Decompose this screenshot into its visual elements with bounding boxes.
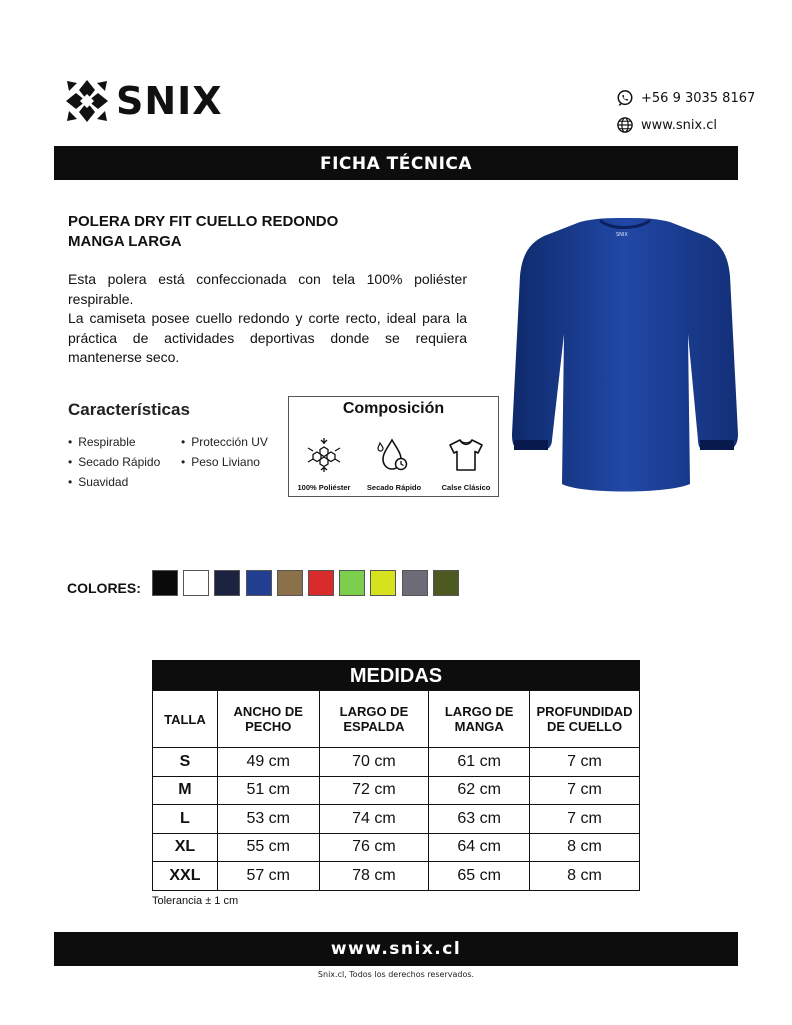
table-cell: 57 cm [217, 862, 319, 891]
whatsapp-icon [616, 89, 634, 107]
polyester-icon [304, 435, 344, 475]
color-swatch[interactable] [370, 570, 396, 596]
table-cell: 74 cm [319, 805, 429, 834]
brand-name: SNIX [116, 79, 223, 123]
product-title [68, 212, 338, 252]
color-swatch[interactable] [277, 570, 303, 596]
header-profundidad-cuello: PROFUNDIDAD DE CUELLO [530, 691, 640, 748]
shirt-brand-label: SNIX [616, 232, 628, 238]
phone-number: +56 9 3035 8167 [641, 90, 756, 106]
color-swatch[interactable] [214, 570, 240, 596]
table-cell: 78 cm [319, 862, 429, 891]
table-cell: 55 cm [217, 833, 319, 862]
table-cell: 49 cm [217, 748, 319, 777]
size-cell: XL [153, 833, 218, 862]
composicion-label: 100% Poliéster [297, 483, 351, 492]
composicion-box [288, 396, 499, 497]
caracteristicas-title: Características [68, 400, 190, 419]
table-row [153, 776, 640, 805]
table-cell: 8 cm [530, 862, 640, 891]
measurements-table [152, 690, 640, 891]
table-cell: 64 cm [429, 833, 530, 862]
size-cell: S [153, 748, 218, 777]
table-cell: 8 cm [530, 833, 640, 862]
size-cell: M [153, 776, 218, 805]
composicion-item-polyester [289, 435, 359, 492]
color-swatch[interactable] [246, 570, 272, 596]
color-swatch[interactable] [402, 570, 428, 596]
description-paragraph-1: Esta polera está confeccionada con tela 100% poliéster respirable. [68, 271, 467, 307]
composicion-item-tshirt [431, 435, 501, 492]
snix-logo-icon [64, 78, 110, 124]
table-cell: 72 cm [319, 776, 429, 805]
composicion-title: Composición [342, 400, 445, 417]
caracteristica-item: • Respirable [68, 432, 160, 452]
size-cell: XXL [153, 862, 218, 891]
product-shirt-image [508, 214, 740, 498]
header-largo-manga: LARGO DE MANGA [429, 691, 530, 748]
table-row [153, 748, 640, 777]
brand-logo [64, 78, 223, 124]
table-cell: 53 cm [217, 805, 319, 834]
colores-label: COLORES: [67, 580, 141, 596]
table-row [153, 862, 640, 891]
footer-website[interactable]: www.snix.cl [330, 939, 462, 959]
table-cell: 7 cm [530, 748, 640, 777]
caracteristica-item: • Suavidad [68, 472, 160, 492]
color-swatch[interactable] [183, 570, 209, 596]
color-swatch[interactable] [339, 570, 365, 596]
caracteristicas-list-2 [181, 432, 268, 472]
header-ancho-pecho: ANCHO DE PECHO [217, 691, 319, 748]
table-cell: 61 cm [429, 748, 530, 777]
tshirt-icon [446, 435, 486, 475]
description-paragraph-2: La camiseta posee cuello redondo y corte recto, ideal para la práctica de actividades deportivas donde se requiera mantenerse seco. [68, 310, 467, 365]
table-cell: 7 cm [530, 776, 640, 805]
product-description [68, 270, 467, 368]
table-cell: 51 cm [217, 776, 319, 805]
color-swatch[interactable] [152, 570, 178, 596]
size-cell: L [153, 805, 218, 834]
caracteristicas-list-1 [68, 432, 160, 492]
footer-rights: Snix.cl, Todos los derechos reservados. [317, 970, 475, 979]
website-link: www.snix.cl [641, 117, 718, 133]
color-swatch[interactable] [308, 570, 334, 596]
website-contact[interactable] [616, 116, 717, 134]
product-title-line2: MANGA LARGA [68, 233, 182, 250]
medidas-title: MEDIDAS [349, 665, 443, 687]
table-cell: 76 cm [319, 833, 429, 862]
header-talla: TALLA [153, 691, 218, 748]
color-swatch[interactable] [433, 570, 459, 596]
globe-icon [616, 116, 634, 134]
table-cell: 7 cm [530, 805, 640, 834]
table-row [153, 805, 640, 834]
table-header-row [153, 691, 640, 748]
table-cell: 63 cm [429, 805, 530, 834]
composicion-label: Secado Rápido [366, 483, 422, 492]
tolerance-note: Tolerancia ± 1 cm [152, 895, 239, 907]
composicion-item-quick-dry [359, 435, 429, 492]
footer-bar[interactable] [54, 932, 738, 966]
caracteristica-item: • Protección UV [181, 432, 268, 452]
medidas-title-bar [152, 660, 640, 690]
table-cell: 70 cm [319, 748, 429, 777]
table-cell: 65 cm [429, 862, 530, 891]
caracteristica-item: • Peso Liviano [181, 452, 268, 472]
section-title-bar [54, 146, 738, 180]
quick-dry-icon [374, 435, 414, 475]
section-title: FICHA TÉCNICA [319, 154, 473, 174]
phone-contact[interactable] [616, 89, 755, 107]
header-largo-espalda: LARGO DE ESPALDA [319, 691, 429, 748]
table-cell: 62 cm [429, 776, 530, 805]
product-title-line1: POLERA DRY FIT CUELLO REDONDO [68, 213, 339, 230]
table-row [153, 833, 640, 862]
caracteristica-item: • Secado Rápido [68, 452, 160, 472]
composicion-label: Calse Clásico [441, 483, 491, 492]
